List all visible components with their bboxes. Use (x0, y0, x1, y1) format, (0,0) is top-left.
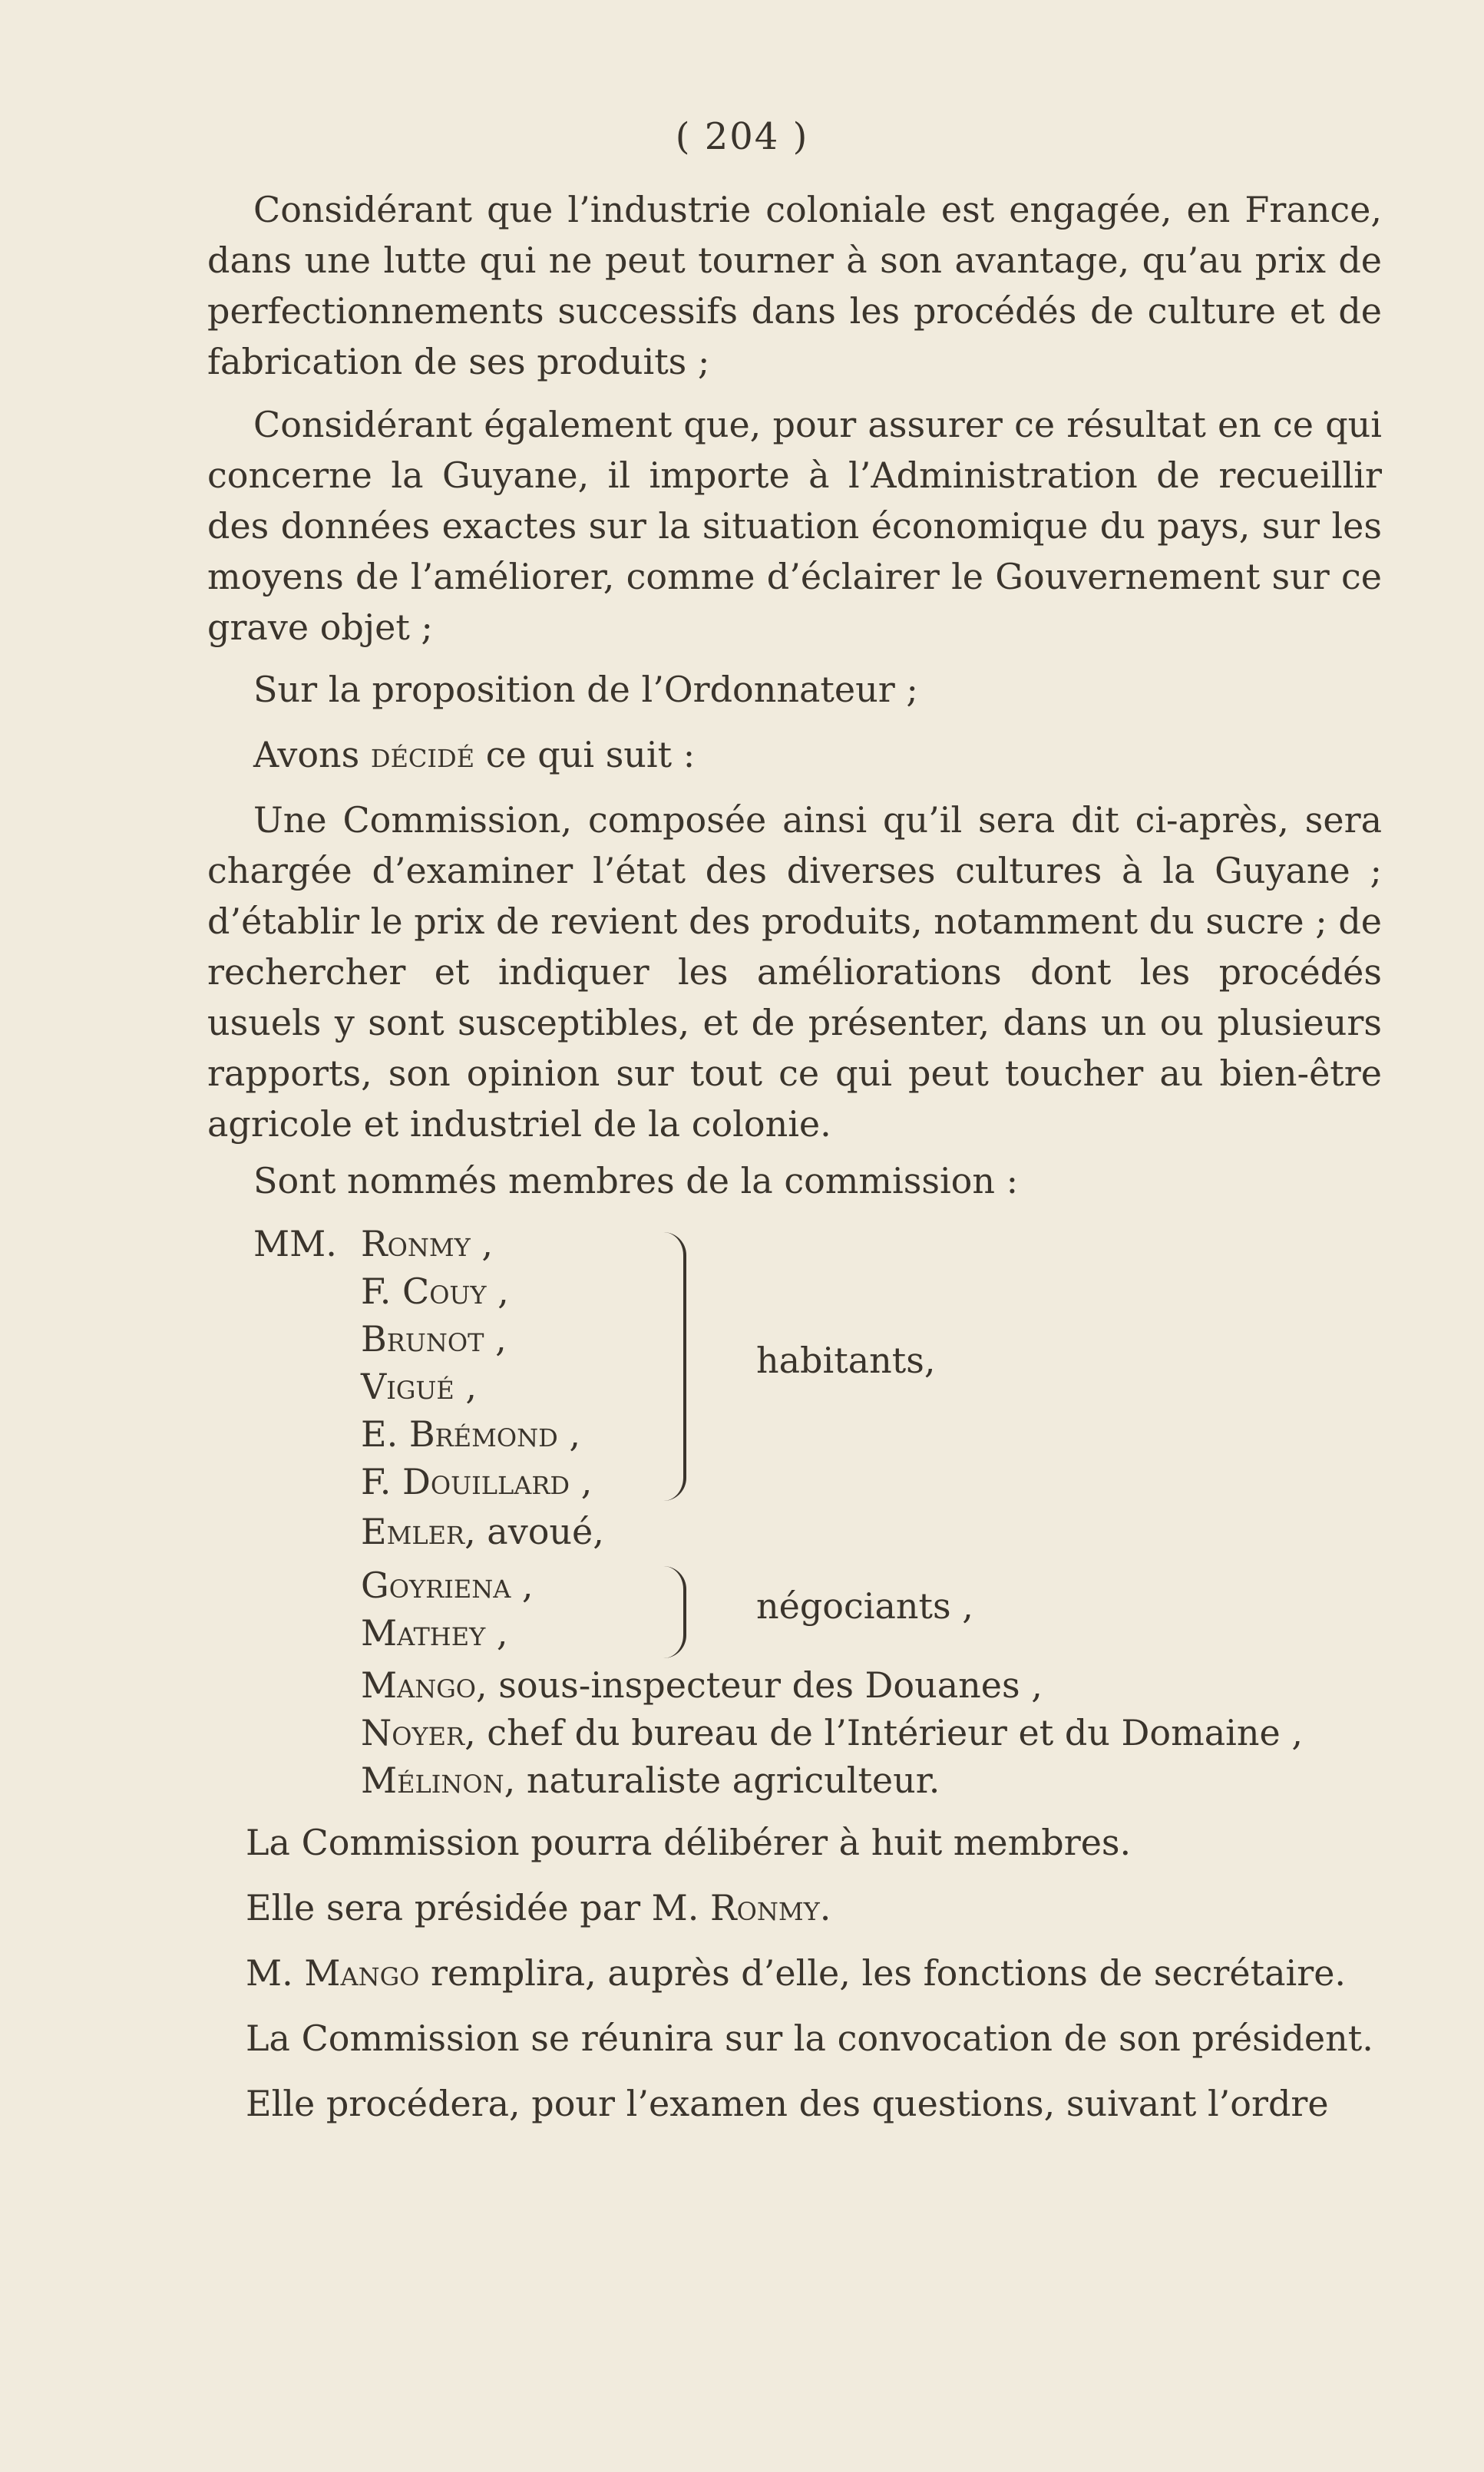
paragraph-proposition: Sur la proposition de l’Ordonnateur ; (253, 669, 918, 710)
member-melinon-name: Mélinon (361, 1760, 504, 1801)
member-mango-role: , sous-inspecteur des Douanes , (476, 1664, 1043, 1706)
member-melinon (361, 1757, 940, 1803)
member-mango-name: Mango (361, 1664, 477, 1706)
closing-secretaire (246, 1950, 1346, 1996)
member-brunot: Brunot , (361, 1318, 507, 1360)
closing-quorum: La Commission pourra délibérer à huit membres. (246, 1822, 1132, 1863)
decide-suffix: ce qui suit : (485, 734, 696, 775)
paragraph-commission: Une Commission, composée ainsi qu’il sera dit ci-après, sera chargée d’examiner l’état des diverses cultures à la Guyane ; d’établir le prix de revient des produits, notamment du sucre ; de rechercher et indiquer les améliorations dont les procédés usuels y sont susceptibles, et de présenter, dans un ou plusieurs rapports, son opinion sur tout ce qui peut toucher au bien-être agricole et industriel de la colonie. (207, 799, 1382, 1145)
member-emler-role: , avoué, (464, 1511, 604, 1552)
paragraph-guyane: Considérant également que, pour assurer ce résultat en ce qui concerne la Guyane, il importe à l’Administration de recueillir des données exactes sur la situation économique du pays, sur les moyens de l’améliorer, comme d’éclairer le Gouvernement sur ce grave objet ; (207, 404, 1382, 648)
decide-word: décidé (370, 734, 475, 775)
closing-secretaire-suffix: remplira, auprès d’elle, les fonctions de secrétaire. (431, 1952, 1347, 1994)
member-mango (361, 1662, 1043, 1708)
member-emler (361, 1509, 604, 1555)
paragraph-membres: Sont nommés membres de la commission : (253, 1160, 1019, 1201)
member-mathey: Mathey , (361, 1612, 508, 1654)
negociants-label: négociants , (756, 1585, 973, 1627)
member-couy: F. Couy , (361, 1271, 509, 1312)
member-noyer-name: Noyer (361, 1712, 465, 1753)
paragraph-industrie-coloniale: Considérant que l’industrie coloniale est engagée, en France, dans une lutte qui ne peut tourner à son avantage, qu’au prix de perfectionnements successifs dans les procédés de culture et de fabrication de ses produits ; (207, 189, 1382, 382)
member-ronmy: Ronmy , (361, 1223, 494, 1264)
paragraph-decide (207, 729, 1382, 780)
page-number: ( 204 ) (675, 115, 809, 158)
closing-procedure: Elle procédera, pour l’examen des questions, suivant l’ordre (246, 2083, 1329, 2124)
closing-secretaire-name: Mango (304, 1952, 420, 1994)
member-bremond: E. Brémond , (361, 1413, 580, 1455)
habitants-label: habitants, (756, 1340, 936, 1381)
decide-prefix: Avons (253, 734, 360, 775)
closing-secretaire-prefix: M. (246, 1952, 293, 1994)
member-noyer-role: , chef du bureau de l’Intérieur et du Domaine , (464, 1712, 1303, 1753)
member-douillard: F. Douillard , (361, 1461, 593, 1502)
closing-convocation: La Commission se réunira sur la convocation de son président. (246, 2018, 1373, 2059)
habitants-brace (653, 1232, 686, 1501)
member-melinon-role: , naturaliste agriculteur. (504, 1760, 940, 1801)
member-noyer (361, 1710, 1303, 1756)
member-goyriena: Goyriena , (361, 1565, 534, 1606)
closing-presidence-name: Ronmy. (710, 1887, 831, 1928)
member-vigue: Vigué , (361, 1366, 477, 1407)
closing-presidence (246, 1885, 831, 1931)
negociants-brace (660, 1566, 686, 1658)
mm-label: MM. (253, 1223, 337, 1264)
closing-presidence-prefix: Elle sera présidée par M. (246, 1887, 699, 1928)
member-emler-name: Emler (361, 1511, 465, 1552)
